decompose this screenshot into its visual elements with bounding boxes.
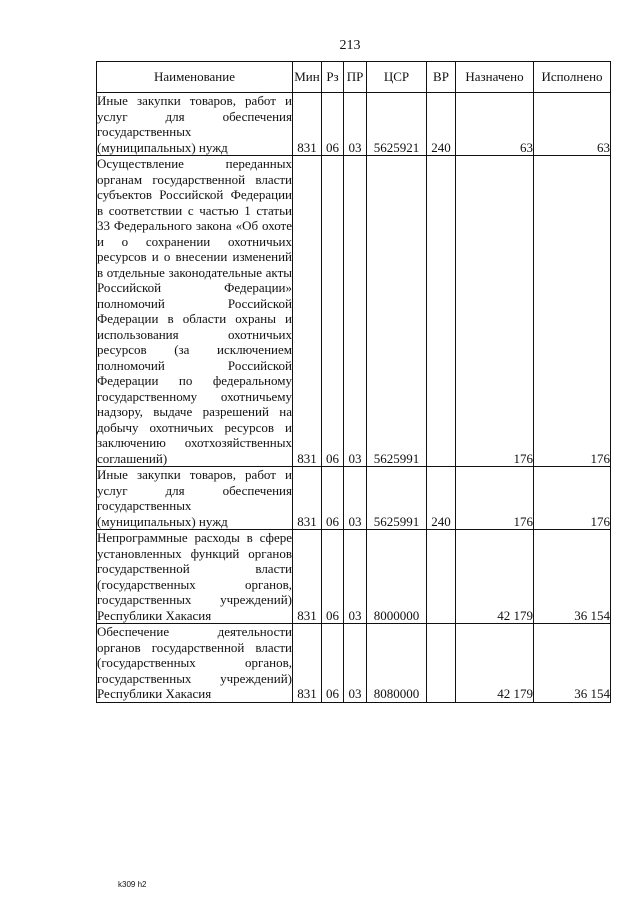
row-csr: 5625921: [367, 93, 427, 156]
row-name: Обеспечение деятельности органов государственной власти (государственных органов, государственных учреждений) Республики Хакасия: [97, 624, 292, 701]
row-executed: 36 154: [534, 530, 611, 624]
row-rz: 06: [322, 156, 344, 467]
row-rz: 06: [322, 467, 344, 530]
header-pr: ПР: [344, 62, 367, 93]
row-vr: [427, 530, 456, 624]
row-min: 831: [293, 93, 322, 156]
row-executed: 176: [534, 156, 611, 467]
row-csr: 5625991: [367, 156, 427, 467]
header-vr: ВР: [427, 62, 456, 93]
row-rz: 06: [322, 624, 344, 703]
header-min: Мин: [293, 62, 322, 93]
row-min: 831: [293, 624, 322, 703]
row-pr: 03: [344, 93, 367, 156]
table-row: [97, 530, 611, 624]
row-assigned: 176: [456, 156, 534, 467]
row-min: 831: [293, 530, 322, 624]
header-assigned: Назначено: [456, 62, 534, 93]
row-name: Осуществление переданных органам государственной власти субъектов Российской Федерации в соответствии с частью 1 статьи 33 Федерального закона «Об охоте и о сохранении охотничьих ресурсов и о внесении изменений в отдельные законодательные акты Российской Федерации» полномочий Российской Федерации в области охраны и использования охотничьих ресурсов (за исключением полномочий Российской Федерации по федеральному государственному охотничьему надзору, выдаче разрешений на добычу охотничьих ресурсов и заключению охотхозяйственных соглашений): [97, 156, 292, 466]
row-pr: 03: [344, 156, 367, 467]
row-csr: 8000000: [367, 530, 427, 624]
row-rz: 06: [322, 530, 344, 624]
row-vr: 240: [427, 467, 456, 530]
row-vr: [427, 624, 456, 703]
row-assigned: 176: [456, 467, 534, 530]
row-pr: 03: [344, 624, 367, 703]
budget-table: [96, 61, 611, 703]
header-executed: Исполнено: [534, 62, 611, 93]
header-csr: ЦСР: [367, 62, 427, 93]
row-min: 831: [293, 467, 322, 530]
table-header-row: [97, 62, 611, 93]
row-csr: 5625991: [367, 467, 427, 530]
row-vr: [427, 156, 456, 467]
header-rz: Рз: [322, 62, 344, 93]
row-executed: 63: [534, 93, 611, 156]
row-executed: 36 154: [534, 624, 611, 703]
footer-code: k309 h2: [118, 880, 147, 889]
header-name: Наименование: [97, 62, 293, 93]
row-pr: 03: [344, 530, 367, 624]
row-assigned: 42 179: [456, 624, 534, 703]
row-rz: 06: [322, 93, 344, 156]
row-executed: 176: [534, 467, 611, 530]
table-row: [97, 467, 611, 530]
row-vr: 240: [427, 93, 456, 156]
row-assigned: 63: [456, 93, 534, 156]
row-name: Иные закупки товаров, работ и услуг для обеспечения государственных (муниципальных) нужд: [97, 467, 292, 529]
row-csr: 8080000: [367, 624, 427, 703]
table-row: [97, 93, 611, 156]
row-name: Непрограммные расходы в сфере установленных функций органов государственной власти (государственных органов, государственных учреждений) Республики Хакасия: [97, 530, 292, 623]
row-assigned: 42 179: [456, 530, 534, 624]
page-number: 213: [339, 38, 361, 53]
table-row: [97, 156, 611, 467]
row-min: 831: [293, 156, 322, 467]
table-row: [97, 624, 611, 703]
row-pr: 03: [344, 467, 367, 530]
row-name: Иные закупки товаров, работ и услуг для обеспечения государственных (муниципальных) нужд: [97, 93, 292, 155]
